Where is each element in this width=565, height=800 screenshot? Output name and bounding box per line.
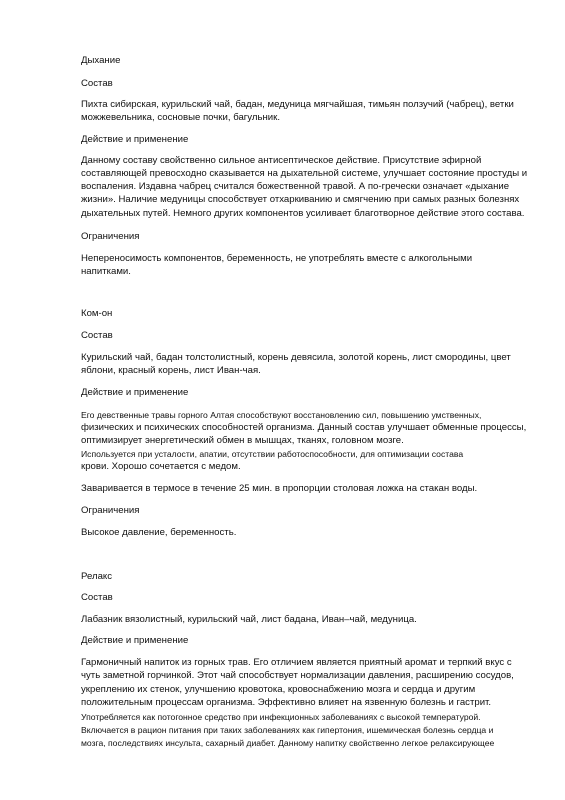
action-heading: Действие и применение — [81, 387, 189, 398]
action-line: Гармоничный напиток из горных трав. Его отличием является приятный аромат и терпкий вкус с — [81, 657, 512, 668]
action-line: Используется при усталости, апатии, отсутствии работоспособности, для оптимизации состава — [81, 449, 464, 459]
action-line: положительным процессам организма. Эффективно влияет на язвенную болезнь и гастрит. — [81, 697, 492, 708]
action-line: Заваривается в термосе в течение 25 мин. в пропорции столовая ложка на стакан воды. — [81, 483, 478, 494]
action-line: мозга, последствиях инсульта, сахарный диабет. Данному напитку свойственно легкое релаксирующее — [81, 738, 495, 748]
action-heading: Действие и применение — [81, 134, 189, 145]
composition-line: Лабазник вязолистный, курильский чай, лист бадана, Иван–чай, медуница. — [81, 614, 417, 625]
action-line: Употребляется как потогонное средство при инфекционных заболеваниях с высокой температурой. — [81, 712, 481, 722]
action-line: Включается в рацион питания при таких заболеваниях как гипертония, ишемическая болезнь сердца и — [81, 725, 494, 735]
section-title: Дыхание — [81, 55, 121, 66]
composition-heading: Состав — [81, 592, 113, 603]
limits-heading: Ограничения — [81, 231, 140, 242]
action-line: физических и психических способностей организма. Данный состав улучшает обменные процессы, — [81, 422, 527, 433]
section-title: Ком-он — [81, 308, 113, 319]
action-line: дыхательных путей. Немного других компонентов усиливает благотворное действие этого состава. — [81, 208, 525, 219]
action-line: составляющей превосходно сказывается на дыхательной системе, улучшает состояние простуды и — [81, 168, 528, 179]
action-line: крови. Хорошо сочетается с медом. — [81, 461, 241, 472]
limits-line: Высокое давление, беременность. — [81, 527, 237, 538]
action-line: Его девственные травы горного Алтая способствуют восстановлению сил, повышению умственных, — [81, 410, 482, 420]
limits-line: Непереносимость компонентов, беременность, не употреблять вместе с алкогольными — [81, 253, 473, 264]
composition-heading: Состав — [81, 78, 113, 89]
composition-heading: Состав — [81, 330, 113, 341]
action-line: Данному составу свойственно сильное антисептическое действие. Присутствие эфирной — [81, 155, 482, 166]
section-title: Релакс — [81, 571, 113, 582]
composition-line: Пихта сибирская, курильский чай, бадан, медуница мягчайшая, тимьян ползучий (чабрец), ветки — [81, 99, 514, 110]
action-line: воспаления. Издавна чабрец считался божественной травой. А по-гречески означает «дыхание — [81, 181, 510, 192]
composition-line: Курильский чай, бадан толстолистный, корень девясила, золотой корень, лист смородины, цвет — [81, 352, 511, 363]
action-line: жизни». Наличие медуницы способствует отхаркиванию и смягчению при самых разных болезнях — [81, 194, 520, 205]
composition-line: можжевельника, сосновые почки, багульник. — [81, 112, 281, 123]
action-line: оптимизирует энергетический обмен в мышцах, тканях, головном мозге. — [81, 435, 404, 446]
action-line: укреплению их стенок, улучшению кровотока, кровоснабжению мозга и сердца и другим — [81, 684, 476, 695]
action-line: чуть заметной горчинкой. Этот чай способствует нормализации давления, расширению сосудов, — [81, 670, 514, 681]
limits-line: напитками. — [81, 266, 131, 277]
limits-heading: Ограничения — [81, 505, 140, 516]
composition-line: яблони, красный корень, лист Иван-чая. — [81, 365, 261, 376]
action-heading: Действие и применение — [81, 635, 189, 646]
